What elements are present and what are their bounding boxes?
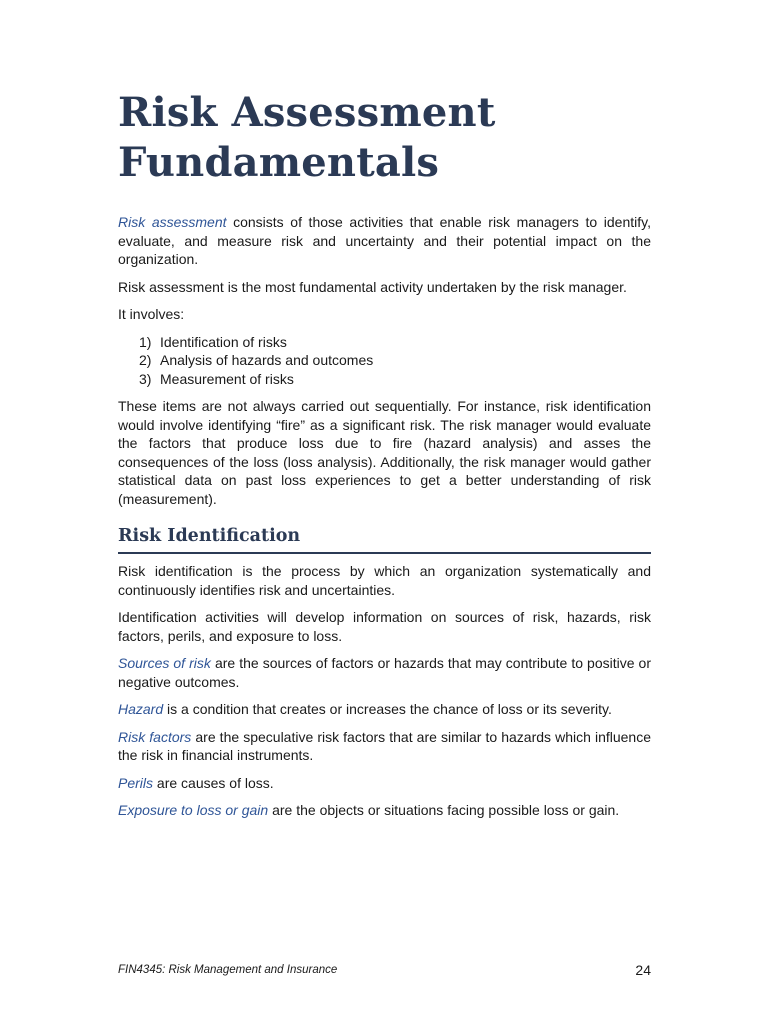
list-item-number: 1): [139, 333, 152, 350]
intro-paragraph-2: Risk assessment is the most fundamental activity undertaken by the risk manager.: [118, 278, 627, 295]
list-item: [139, 351, 651, 370]
list-item-number: 3): [139, 370, 152, 387]
section-paragraph-1: Risk identification is the process by which an organization systematically and continuously identifies risk and uncertainties.: [118, 563, 651, 598]
section-paragraph-2: Identification activities will develop information on sources of risk, hazards, risk factors, perils, and exposure to loss.: [118, 609, 651, 644]
page-footer: [118, 962, 651, 980]
page-title-line-2: Fundamentals: [118, 139, 440, 186]
term-sources-of-risk: Sources of risk: [118, 655, 211, 671]
list-item-text: Identification of risks: [160, 333, 287, 350]
intro-paragraph-3: It involves:: [118, 306, 185, 322]
term-perils: Perils: [118, 774, 154, 791]
definition-text: are the objects or situations facing possible loss or gain.: [268, 802, 620, 818]
risk-identification-section: [118, 562, 651, 829]
page-title-line-1: Risk Assessment: [118, 89, 496, 136]
definition-sources-of-risk: [118, 654, 651, 691]
definition-text: are causes of loss.: [153, 774, 274, 791]
intro-paragraph-4: These items are not always carried out sequentially. For instance, risk identification would involve identifying “fire” as a significant risk. The risk manager would evaluate the factors that produce loss due to fire (hazard analysis) and asses the consequences of the loss (loss analysis). Additionally, the risk manager would gather statistical data on past loss experiences to get a better understanding of risk (measurement).: [118, 398, 651, 507]
list-item-text: Analysis of hazards and outcomes: [160, 352, 374, 368]
definition-text: are the speculative risk factors that are similar to hazards which influence the risk in financial instruments.: [118, 728, 652, 763]
definition-text: are the sources of factors or hazards that may contribute to positive or negative outcomes.: [118, 655, 651, 690]
intro-paragraph-1-text: consists of those activities that enable risk managers to identify, evaluate, and measure risk and uncertainty and their potential impact on the organization.: [118, 214, 651, 267]
term-risk-assessment: Risk assessment: [118, 214, 227, 230]
term-exposure-to-loss-or-gain: Exposure to loss or gain: [118, 802, 269, 818]
term-hazard: Hazard: [118, 701, 164, 717]
list-item: [139, 370, 651, 389]
involves-list: [118, 333, 651, 389]
footer-course-title: FIN4345: Risk Management and Insurance: [118, 964, 338, 976]
intro-paragraph-1: [118, 213, 651, 269]
intro-section: [118, 213, 651, 517]
definition-hazard: [118, 700, 651, 719]
definition-exposure: [118, 801, 651, 820]
term-risk-factors: Risk factors: [118, 728, 192, 745]
definition-text: is a condition that creates or increases the chance of loss or its severity.: [163, 701, 612, 717]
list-item: [139, 333, 651, 352]
list-item-text: Measurement of risks: [160, 370, 294, 387]
page-title: [118, 88, 496, 188]
section-heading-risk-identification: Risk Identification: [118, 524, 651, 554]
definition-perils: [118, 774, 651, 793]
list-item-number: 2): [139, 352, 152, 368]
definition-risk-factors: [118, 728, 651, 765]
page-number: 24: [635, 962, 651, 978]
